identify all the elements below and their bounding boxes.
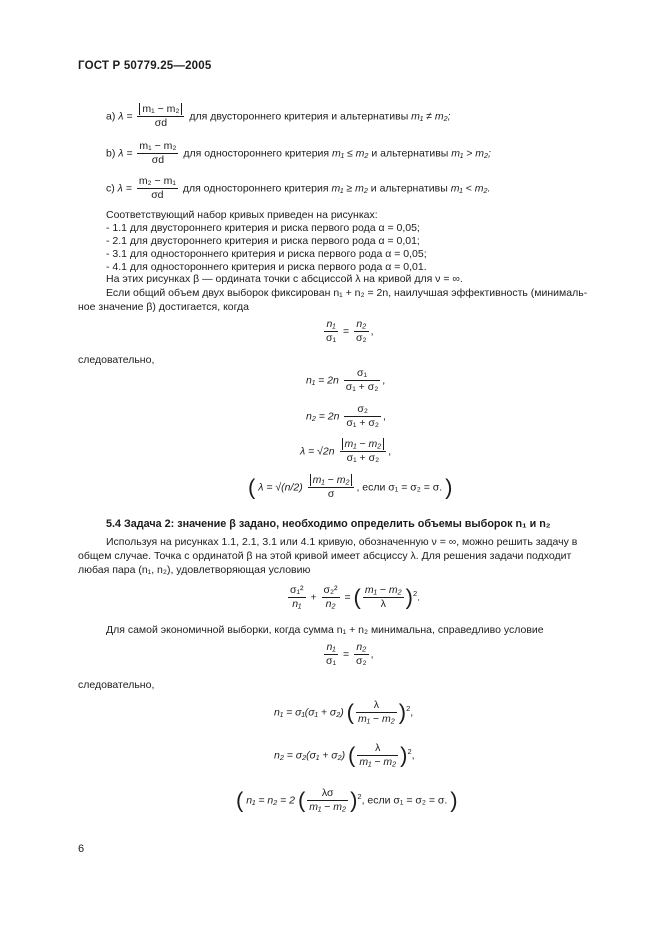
formula-condition: $\frac{\text{σ₁²}}{\text{n₁}}$ + $\frac{\text{σ₂²}}{\text{n₂}}$ = ( $\frac{\text{m₁ − m₂}}{\lambda}$ )$^2$. — [290, 584, 421, 610]
sledovatelno-1: следовательно, — [78, 354, 155, 366]
curve-item: - 2.1 для двустороннего критерия и риска первого рода α = 0,01; — [106, 235, 420, 247]
lambda-fraction-a: $\frac{\text{m₁ − m₂}}{\sigma d}$ — [137, 103, 184, 130]
formula-n1: n₁ = 2n $\frac{\text{σ₁}}{\text{σ₁ + σ₂}}$ , — [306, 367, 386, 393]
formula-n1-optimal: n₁ = σ₁(σ₁ + σ₂) ( $\frac{\lambda}{\text{m₁ − m₂}}$ )$^2$, — [274, 699, 414, 725]
lambda-fraction-b: $\frac{\text{m₁ − m₂}}{\sigma d}$ — [139, 140, 177, 166]
curve-item: - 3.1 для одностороннего критерия и риска первого рода α = 0,05; — [106, 248, 427, 260]
formula-n2-optimal: n₂ = σ₂(σ₁ + σ₂) ( $\frac{\lambda}{\text{m₁ − m₂}}$ )$^2$, — [274, 742, 415, 768]
paragraph-line: общем случае. Точка с ординатой β на этой кривой имеет абсциссу λ. Для решения задачи подходит — [78, 550, 572, 562]
paragraph-line: Для самой экономичной выборки, когда сумма n₁ + n₂ минимальна, справедливо условие — [106, 624, 544, 636]
section-title: 5.4 Задача 2: значение β задано, необходимо определить объемы выборок n₁ и n₂ — [106, 518, 551, 530]
paragraph-line: любая пара (n₁, n₂), удовлетворяющая условию — [78, 564, 311, 576]
curve-item: - 4.1 для одностороннего критерия и риска первого рода α = 0,01. — [106, 261, 427, 273]
page-number: 6 — [78, 843, 85, 855]
formula-lambda-equal-sigma: ( λ = √(n/2) $\frac{\text{m₁ − m₂}}{\sigma}$ , если σ₁ = σ₂ = σ. ) — [248, 474, 453, 500]
curve-item: - 1.1 для двустороннего критерия и риска первого рода α = 0,05; — [106, 222, 420, 234]
paragraph-line: Если общий объем двух выборок фиксирован n₁ + n₂ = 2n, наилучшая эффективность (минималь- — [106, 287, 588, 299]
criterion-c: c) λ = $\frac{\text{m₂ − m₁}}{\sigma d}$ для одностороннего критерия m₁ ≥ m₂ и альтернативы m₁ < m₂. — [106, 175, 491, 201]
formula-n-equal-sigma: ( n₁ = n₂ = 2 ( $\frac{\lambda\sigma}{\text{m₁ − m₂}}$ )$^2$, если σ₁ = σ₂ = σ. ) — [236, 787, 458, 813]
formula-ratio-2: $\frac{\text{n₁}}{\text{σ₁}}$ = $\frac{\text{n₂}}{\text{σ₂}}$ , — [326, 641, 374, 667]
lambda-fraction-c: $\frac{\text{m₂ − m₁}}{\sigma d}$ — [138, 175, 176, 201]
document-header: ГОСТ Р 50779.25—2005 — [78, 60, 212, 72]
paragraph-line: ное значение β) достигается, когда — [78, 301, 249, 313]
formula-lambda: λ = √2n $\frac{\text{m₁ − m₂}}{\text{σ₁ + σ₂}}$ , — [300, 438, 392, 464]
curves-intro: Соответствующий набор кривых приведен на рисунках: — [106, 209, 378, 221]
formula-ratio-1: $\frac{\text{n₁}}{\text{σ₁}}$ = $\frac{\text{n₂}}{\text{σ₂}}$ , — [326, 318, 374, 344]
criterion-a: а) λ = $\frac{\text{m₁ − m₂}}{\sigma d}$ для двустороннего критерия и альтернативы m₁ ≠ m₂; — [106, 103, 451, 129]
criterion-b: b) λ = $\frac{\text{m₁ − m₂}}{\sigma d}$ для одностороннего критерия m₁ ≤ m₂ и альтернативы m₁ > m₂; — [106, 140, 491, 166]
paragraph-line: Используя на рисунках 1.1, 2.1, 3.1 или 4.1 кривую, обозначенную ν = ∞, можно решить задачу в — [106, 536, 578, 548]
sledovatelno-2: следовательно, — [78, 679, 155, 691]
formula-n2: n₂ = 2n $\frac{\text{σ₂}}{\text{σ₁ + σ₂}}$ , — [306, 403, 386, 429]
curves-note: На этих рисунках β — ордината точки с абсциссой λ на кривой для ν = ∞. — [106, 273, 463, 285]
